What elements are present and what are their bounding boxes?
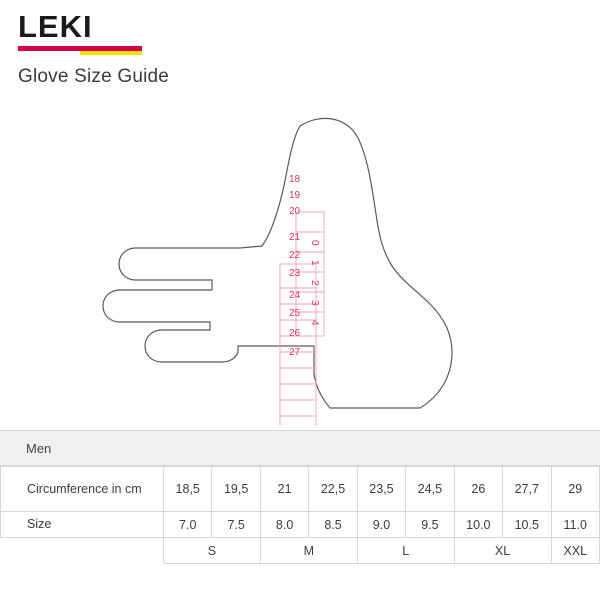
cell-circumference-1: 19,5 [212, 467, 260, 512]
table-row-letter-sizes [1, 538, 600, 564]
scale-tick-v-9: 27 [289, 347, 301, 358]
cell-size-5: 9.5 [406, 512, 454, 538]
scale-tick-v-0: 18 [289, 174, 301, 185]
scale-tick-v-6: 24 [289, 290, 301, 301]
scale-tick-v-8: 26 [289, 328, 301, 339]
scale-tick-v-3: 21 [289, 232, 301, 243]
logo-bar-yellow [80, 51, 142, 55]
section-header-label: Men [26, 440, 52, 456]
letter-size-row-spacer [1, 538, 164, 564]
logo-bars [18, 46, 142, 55]
hand-outline [103, 118, 452, 408]
cell-size-4: 9.0 [357, 512, 405, 538]
brand-name: LEKI [18, 9, 93, 44]
cell-size-7: 10.5 [503, 512, 551, 538]
cell-circumference-5: 24,5 [406, 467, 454, 512]
cell-size-8: 11.0 [551, 512, 600, 538]
letter-size-xl: XL [454, 538, 551, 564]
cell-circumference-2: 21 [260, 467, 308, 512]
hand-diagram-svg [0, 96, 600, 426]
scale-tick-h-3: 3 [309, 300, 320, 306]
vertical-ruler [280, 264, 316, 426]
leki-logo [18, 10, 148, 55]
cell-circumference-7: 27,7 [503, 467, 551, 512]
cell-size-0: 7.0 [164, 512, 212, 538]
cell-size-1: 7.5 [212, 512, 260, 538]
scale-tick-h-4: 4 [309, 320, 320, 326]
row-header-circumference: Circumference in cm [1, 467, 164, 512]
page-title: Glove Size Guide [18, 66, 170, 87]
horizontal-ruler [296, 212, 324, 336]
size-table [0, 466, 600, 564]
letter-size-s: S [164, 538, 261, 564]
cell-size-3: 8.5 [309, 512, 357, 538]
scale-tick-v-7: 25 [289, 308, 301, 319]
row-header-size: Size [1, 512, 164, 538]
hand-measurement-illustration [0, 96, 600, 426]
cell-circumference-3: 22,5 [309, 467, 357, 512]
scale-tick-v-1: 19 [289, 190, 301, 201]
cell-circumference-0: 18,5 [164, 467, 212, 512]
cell-circumference-4: 23,5 [357, 467, 405, 512]
table-row-size [1, 512, 600, 538]
size-table-section [0, 430, 600, 564]
cell-size-6: 10.0 [454, 512, 502, 538]
section-header-men [0, 430, 600, 466]
scale-tick-h-2: 2 [309, 280, 320, 286]
cell-circumference-6: 26 [454, 467, 502, 512]
scale-tick-v-4: 22 [289, 250, 301, 261]
cell-circumference-8: 29 [551, 467, 600, 512]
letter-size-xxl: XXL [551, 538, 600, 564]
scale-tick-v-2: 20 [289, 206, 301, 217]
letter-size-l: L [357, 538, 454, 564]
table-row-circumference [1, 467, 600, 512]
scale-tick-h-1: 1 [309, 260, 320, 266]
scale-tick-h-0: 0 [309, 240, 320, 246]
scale-tick-v-5: 23 [289, 268, 301, 279]
cell-size-2: 8.0 [260, 512, 308, 538]
letter-size-m: M [260, 538, 357, 564]
